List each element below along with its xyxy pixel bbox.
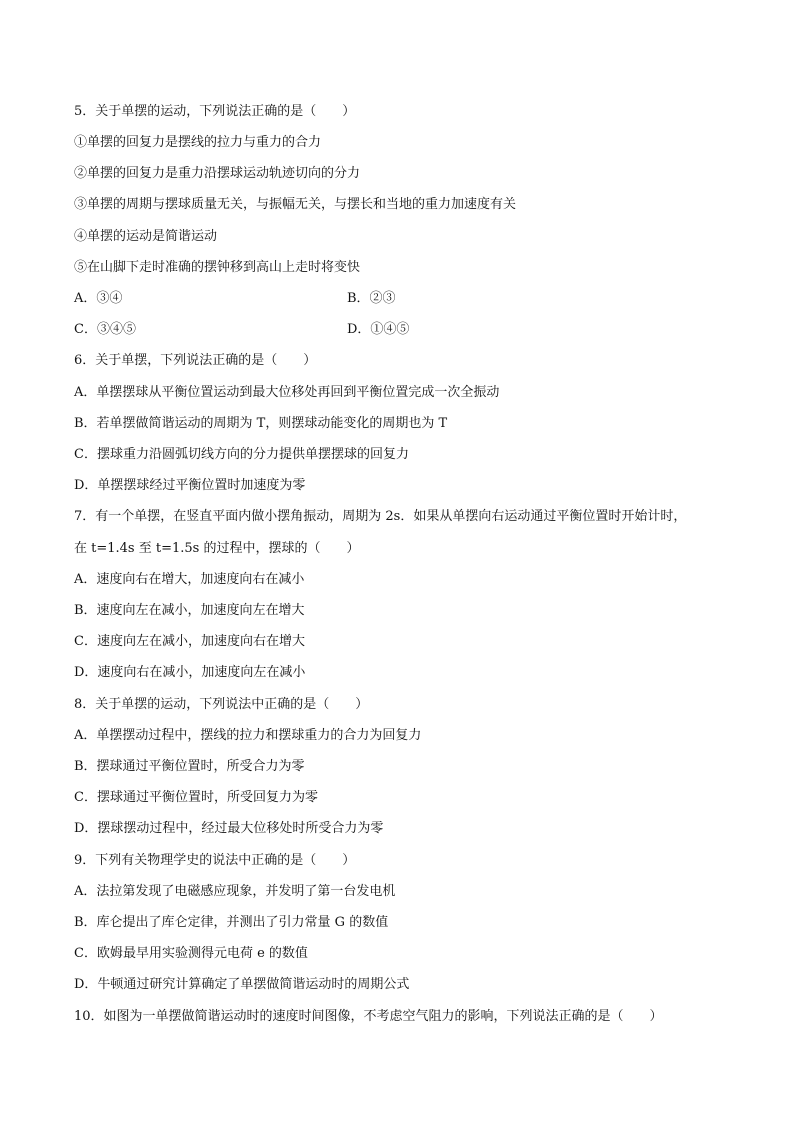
q5-option-c: C．③④⑤ [74,322,136,337]
q8-option-a: A．单摆摆动过程中，摆线的拉力和摆球重力的合力为回复力 [74,728,422,743]
q5-option-b: B．②③ [347,291,396,306]
q9-option-d: D．牛顿通过研究计算确定了单摆做简谐运动时的周期公式 [74,977,410,992]
q5-option-a: A．③④ [74,291,123,306]
q6-option-c: C．摆球重力沿圆弧切线方向的分力提供单摆摆球的回复力 [74,447,409,462]
q9-option-b: B．库仑提出了库仑定律，并测出了引力常量 G 的数值 [74,915,389,930]
q8-option-c: C．摆球通过平衡位置时，所受回复力为零 [74,790,318,805]
q9-stem: 9．下列有关物理学史的说法中正确的是（ ） [74,853,356,868]
q9-option-a: A．法拉第发现了电磁感应现象，并发明了第一台发电机 [74,884,396,899]
q5-statement-1: ①单摆的回复力是摆线的拉力与重力的合力 [74,135,322,150]
q5-statement-5: ⑤在山脚下走时准确的摆钟移到高山上走时将变快 [74,260,361,275]
q8-stem: 8．关于单摆的运动，下列说法中正确的是（ ） [74,697,369,712]
q7-option-b: B．速度向左在减小，加速度向左在增大 [74,603,305,618]
q8-option-b: B．摆球通过平衡位置时，所受合力为零 [74,759,305,774]
q6-option-d: D．单摆摆球经过平衡位置时加速度为零 [74,478,306,493]
q5-statement-4: ④单摆的运动是简谐运动 [74,229,218,244]
q5-option-d: D．①④⑤ [347,322,410,337]
q7-option-a: A．速度向右在增大，加速度向右在减小 [74,572,305,587]
q8-option-d: D．摆球摆动过程中，经过最大位移处时所受合力为零 [74,821,384,836]
q6-option-a: A．单摆摆球从平衡位置运动到最大位移处再回到平衡位置完成一次全振动 [74,385,500,400]
q5-stem: 5．关于单摆的运动，下列说法正确的是（ ） [74,104,356,119]
q7-stem-line-2: 在 t=1.4s 至 t=1.5s 的过程中，摆球的（ ） [74,541,360,556]
q5-statement-2: ②单摆的回复力是重力沿摆球运动轨迹切向的分力 [74,166,361,181]
q6-stem: 6．关于单摆，下列说法正确的是（ ） [74,353,317,368]
q5-statement-3: ③单摆的周期与摆球质量无关，与振幅无关，与摆长和当地的重力加速度有关 [74,197,517,212]
q10-stem: 10．如图为一单摆做简谐运动时的速度时间图像，不考虑空气阻力的影响，下列说法正确的是（ ） [74,1009,663,1024]
q7-option-c: C．速度向左在减小，加速度向右在增大 [74,634,305,649]
q7-option-d: D．速度向右在减小，加速度向左在减小 [74,665,306,680]
q9-option-c: C．欧姆最早用实验测得元电荷 e 的数值 [74,946,308,961]
q7-stem-line-1: 7．有一个单摆，在竖直平面内做小摆角振动，周期为 2s．如果从单摆向右运动通过平衡位置时开始计时， [74,509,687,524]
q6-option-b: B．若单摆做简谐运动的周期为 T，则摆球动能变化的周期也为 T [74,416,448,431]
